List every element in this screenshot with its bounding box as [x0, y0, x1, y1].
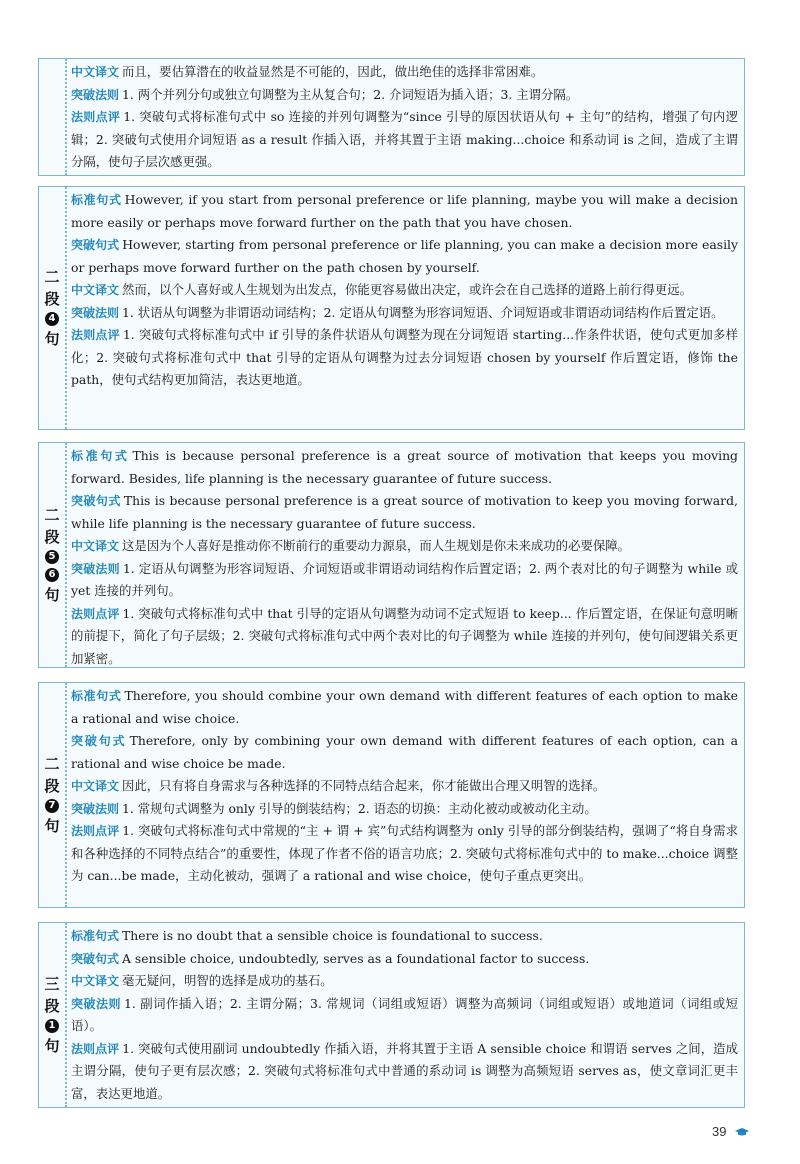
standard-row: [71, 445, 738, 490]
breakthrough-row: [71, 234, 738, 279]
sentence-number-badge: 6: [45, 568, 59, 582]
rule-label: 突破法则: [71, 801, 120, 816]
translation-text: 这是因为个人喜好是推动你不断前行的重要动力源泉，而人生规划是你未来成功的必要保障。: [122, 538, 631, 553]
rule-text: 1. 副词作插入语；2. 主谓分隔；3. 常规词（词组或短语）调整为高频词（词组或短语）或地道词（词组或短语）。: [71, 995, 738, 1033]
breakthrough-label: 突破句式: [71, 951, 120, 966]
side-char: 三: [44, 975, 60, 993]
breakthrough-label: 突破句式: [71, 238, 120, 252]
standard-label: 标准句式: [71, 193, 122, 207]
section-block-3: [38, 442, 745, 668]
side-char: 段: [44, 997, 60, 1015]
section-block-2: [38, 186, 745, 430]
standard-text: However, if you start from personal preference or life planning, maybe you will make a decision more easily or perhaps move forward further on the path that you have chosen.: [71, 192, 738, 230]
standard-row: [71, 925, 738, 948]
block-4-side: [39, 683, 67, 907]
breakthrough-text: This is because personal preference is a great source of motivation to keep you moving forward, while life planning is the necessary guarantee of future success.: [71, 493, 738, 531]
side-char: 段: [44, 777, 60, 795]
translation-label: 中文译文: [71, 283, 120, 297]
translation-label: 中文译文: [71, 974, 120, 988]
sentence-number-badge: 7: [45, 799, 59, 813]
rule-label: 突破法则: [71, 87, 120, 102]
breakthrough-text: However, starting from personal preference or life planning, you can make a decision more easily or perhaps move forward further on the path chosen by yourself.: [71, 237, 738, 275]
translation-text: 而且，要估算潜在的收益显然是不可能的，因此，做出绝佳的选择非常困难。: [122, 64, 544, 79]
section-block-4: [38, 682, 745, 908]
comment-text: 1. 突破句式将标准句式中 if 引导的条件状语从句调整为现在分词短语 starting...作条件状语，使句式更加多样化；2. 突破句式将标准句式中 that 引导的定语从句调整为过去分词短语 chosen by yourself 作后置定语，修饰 the path，使句式结构更加简洁，表达更地道。: [71, 327, 738, 387]
breakthrough-label: 突破句式: [71, 734, 127, 748]
comment-label: 法则点评: [71, 110, 121, 124]
rule-row: [71, 302, 738, 325]
rule-label: 突破法则: [71, 996, 121, 1011]
standard-label: 标准句式: [71, 689, 122, 703]
sentence-number-badge: 4: [45, 312, 59, 326]
rule-row: [71, 993, 738, 1038]
side-char: 段: [44, 528, 60, 546]
rule-text: 1. 常规句式调整为 only 引导的倒装结构；2. 语态的切换：主动化被动或被动化主动。: [122, 800, 597, 816]
block-2-side: [39, 187, 67, 429]
translation-text: 因此，只有将自身需求与各种选择的不同特点结合起来，你才能做出合理又明智的选择。: [122, 778, 606, 793]
standard-label: 标准句式: [71, 929, 120, 943]
comment-row: [71, 603, 738, 671]
side-char: 句: [44, 586, 60, 604]
comment-text: 1. 突破句式使用副词 undoubtedly 作插入语，并将其置于主语 A sensible choice 和谓语 serves 之间，造成主谓分隔，使句子更有层次感；2. 突破句式将标准句式中普通的系动词 is 调整为高频短语 serves as，使文章词汇更丰富，表达更地道。: [71, 1040, 738, 1101]
comment-text: 1. 突破句式将标准句式中 that 引导的定语从句调整为动词不定式短语 to keep... 作后置定语，在保证句意明晰的前提下，简化了句子层级；2. 突破句式将标准句式中两个表对比的句子调整为 while 连接的并列句，使句间逻辑关系更加紧密。: [71, 605, 738, 666]
standard-row: [71, 189, 738, 234]
section-block-1: [38, 58, 745, 176]
block-1-side: [39, 59, 67, 175]
translation-row: [71, 61, 738, 84]
page-number: 39: [712, 1124, 727, 1139]
translation-label: 中文译文: [71, 779, 120, 793]
breakthrough-row: [71, 730, 738, 775]
comment-label: 法则点评: [71, 606, 120, 621]
translation-row: [71, 279, 738, 302]
breakthrough-text: Therefore, only by combining your own demand with different features of each option, can a rational and wise choice be made.: [71, 733, 738, 771]
rule-label: 突破法则: [71, 305, 120, 320]
translation-row: [71, 535, 738, 558]
block-5-side: [39, 923, 67, 1107]
rule-row: [71, 84, 738, 107]
side-char: 句: [44, 817, 60, 835]
translation-text: 然而，以个人喜好或人生规划为出发点，你能更容易做出决定，或许会在自己选择的道路上前行得更远。: [122, 282, 692, 297]
side-char: 句: [44, 330, 60, 348]
rule-row: [71, 558, 738, 603]
standard-text: This is because personal preference is a great source of motivation that keeps you moving forward. Besides, life planning is the necessary guarantee of future success.: [71, 448, 738, 486]
rule-text: 1. 定语从句调整为形容词短语、介词短语或非谓语动词结构作后置定语；2. 两个表对比的句子调整为 while 或 yet 连接的并列句。: [71, 560, 738, 598]
standard-text: Therefore, you should combine your own demand with different features of each option to make a rational and wise choice.: [71, 688, 738, 726]
comment-row: [71, 106, 738, 174]
rule-row: [71, 798, 738, 821]
side-char: 二: [44, 268, 60, 286]
block-3-side: [39, 443, 67, 667]
comment-label: 法则点评: [71, 1041, 120, 1056]
comment-row: [71, 324, 738, 392]
translation-text: 毫无疑问，明智的选择是成功的基石。: [122, 973, 333, 988]
side-char: 段: [44, 290, 60, 308]
sentence-number-badge: 1: [45, 1019, 59, 1033]
comment-row: [71, 1038, 738, 1106]
rule-text: 1. 状语从句调整为非谓语动词结构；2. 定语从句调整为形容词短语、介词短语或非谓语动词结构作后置定语。: [122, 304, 724, 320]
rule-label: 突破法则: [71, 561, 120, 576]
translation-label: 中文译文: [71, 65, 120, 79]
comment-label: 法则点评: [71, 328, 120, 342]
translation-row: [71, 775, 738, 798]
rule-text: 1. 两个并列分句或独立句调整为主从复合句；2. 介词短语为插入语；3. 主谓分隔。: [122, 86, 579, 102]
breakthrough-text: A sensible choice, undoubtedly, serves as a foundational factor to success.: [122, 950, 590, 966]
breakthrough-label: 突破句式: [71, 494, 121, 508]
breakthrough-row: [71, 948, 738, 971]
translation-label: 中文译文: [71, 539, 120, 553]
standard-row: [71, 685, 738, 730]
side-char: 二: [44, 755, 60, 773]
standard-text: There is no doubt that a sensible choice is foundational to success.: [122, 928, 543, 943]
translation-row: [71, 970, 738, 993]
section-block-5: [38, 922, 745, 1108]
standard-label: 标准句式: [71, 449, 130, 463]
side-char: 二: [44, 506, 60, 524]
comment-text: 1. 突破句式将标准句式中 so 连接的并列句调整为“since 引导的原因状语从句 + 主句”的结构，增强了句内逻辑；2. 突破句式使用介词短语 as a result 作插入语，并将其置于主语 making...choice 和系动词 is 之间，造成了主谓分隔，使句子层次感更强。: [71, 109, 738, 169]
breakthrough-row: [71, 490, 738, 535]
comment-row: [71, 820, 738, 888]
comment-text: 1. 突破句式将标准句式中常规的“主 + 谓 + 宾”句式结构调整为 only 引导的部分倒装结构，强调了“将自身需求和各种选择的不同特点结合”的重要性，体现了作者不俗的语言功底；2. 突破句式将标准句式中的 to make...choice 调整为 can...be made，主动化被动，强调了 a rational and wise choice，使句子重点更突出。: [71, 823, 738, 883]
sentence-number-badge: 5: [45, 550, 59, 564]
side-char: 句: [44, 1037, 60, 1055]
graduation-cap-icon: [735, 1128, 749, 1136]
comment-label: 法则点评: [71, 824, 120, 838]
